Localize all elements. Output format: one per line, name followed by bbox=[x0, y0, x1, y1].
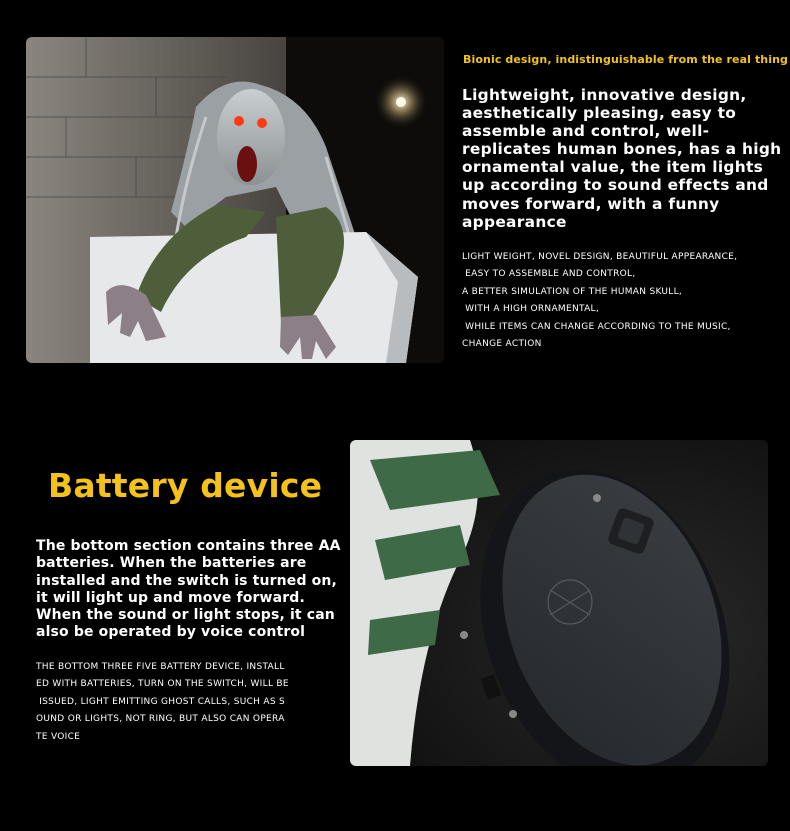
caps-line: EASY TO ASSEMBLE AND CONTROL, bbox=[462, 269, 636, 280]
caps-line: WHILE ITEMS CAN CHANGE ACCORDING TO THE MUSIC, bbox=[462, 321, 731, 332]
feature-description: Lightweight, innovative design, aesthetically pleasing, easy to assemble and control, well-replicates human bones, has a high ornamental value, the item lights up according to sound effects and moves forward, with a funny appearance bbox=[462, 86, 782, 231]
battery-description: The bottom section contains three AA batteries. When the batteries are installed and the switch is turned on, it will light up and move forward. When the sound or light stops, it can also be operated by voice control bbox=[36, 538, 341, 641]
caps-line: TE VOICE bbox=[36, 731, 81, 742]
caps-line: ISSUED, LIGHT EMITTING GHOST CALLS, SUCH AS S bbox=[36, 696, 286, 707]
section-title: Battery device bbox=[48, 466, 323, 505]
tagline: Bionic design, indistinguishable from the real thing bbox=[463, 53, 789, 66]
caps-line: OUND OR LIGHTS, NOT RING, BUT ALSO CAN OPERA bbox=[36, 714, 285, 725]
caps-line: ED WITH BATTERIES, TURN ON THE SWITCH, WILL BE bbox=[36, 679, 289, 690]
caps-line: A BETTER SIMULATION OF THE HUMAN SKULL, bbox=[462, 286, 683, 297]
battery-compartment-photo bbox=[350, 440, 768, 766]
zombie-prop-photo bbox=[26, 37, 444, 363]
caps-line: WITH A HIGH ORNAMENTAL, bbox=[462, 304, 600, 315]
battery-caps-text bbox=[36, 659, 341, 746]
caps-line: THE BOTTOM THREE FIVE BATTERY DEVICE, INSTALL bbox=[36, 662, 285, 672]
caps-line: CHANGE ACTION bbox=[462, 339, 542, 350]
feature-caps-text bbox=[462, 249, 787, 353]
caps-line: LIGHT WEIGHT, NOVEL DESIGN, BEAUTIFUL APPEARANCE, bbox=[462, 252, 738, 262]
